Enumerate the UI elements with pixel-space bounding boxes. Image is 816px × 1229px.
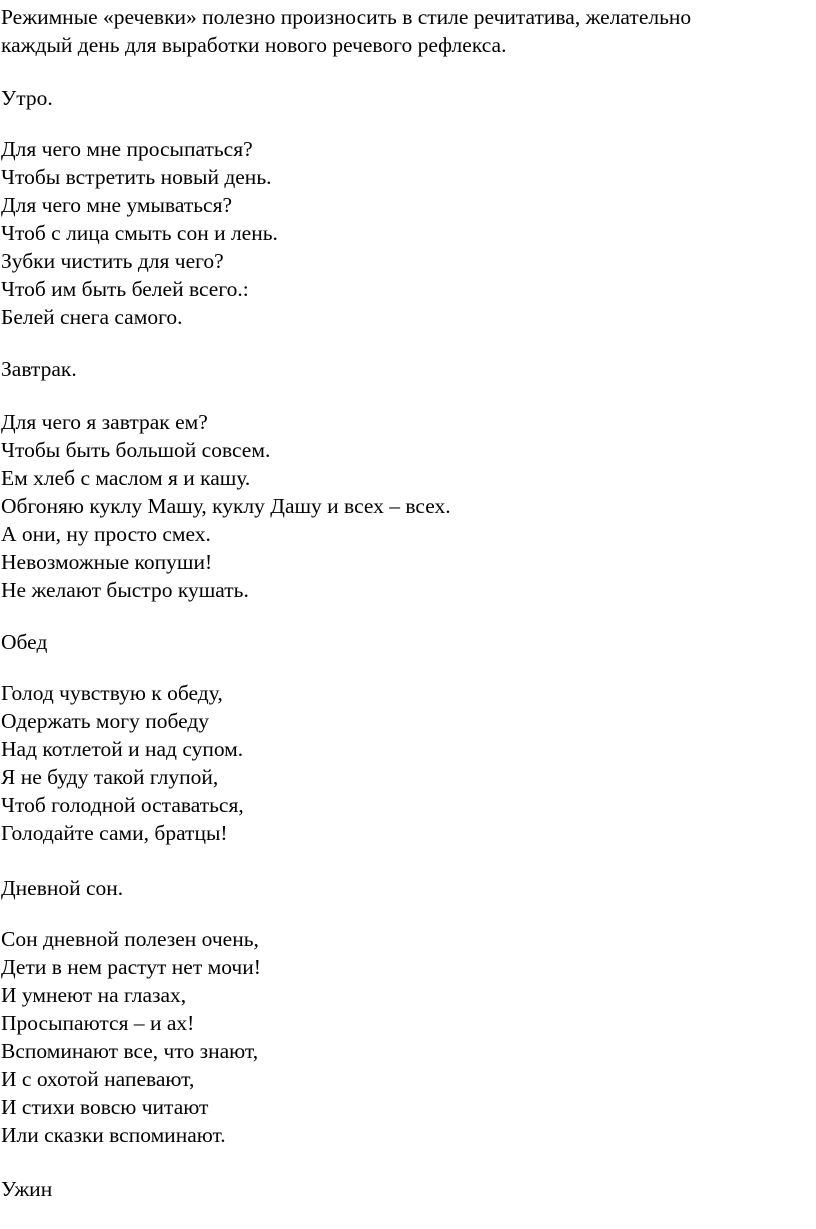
poem-line: Для чего мне умываться? [1, 193, 232, 217]
poem-line: Голод чувствую к обеду, [1, 681, 223, 705]
poem-line: Не желают быстро кушать. [1, 578, 249, 602]
poem-line: Для чего мне просыпаться? [1, 137, 253, 161]
poem-line: Вспоминают все, что знают, [1, 1039, 259, 1063]
poem-line: Белей снега самого. [1, 305, 183, 329]
poem-line: Чтоб с лица смыть сон и лень. [1, 221, 278, 245]
section-heading-lunch [1, 628, 47, 656]
section-heading-dinner [1, 1175, 52, 1203]
intro-line: каждый день для выработки нового речевого рефлекса. [1, 33, 507, 57]
poem-line: Я не буду такой глупой, [1, 765, 219, 789]
poem-line: Зубки чистить для чего? [1, 249, 224, 273]
poem-line: Для чего я завтрак ем? [1, 410, 208, 434]
poem-line: А они, ну просто смех. [1, 522, 211, 546]
poem-line: Сон дневной полезен очень, [1, 927, 259, 951]
intro-paragraph [1, 3, 691, 59]
poem-line: Голодайте сами, братцы! [1, 821, 228, 845]
poem-line: И стихи вовсю читают [1, 1095, 209, 1119]
section-heading: Обед [1, 630, 48, 654]
section-heading: Утро. [1, 86, 53, 110]
section-heading-nap [1, 874, 123, 902]
poem-line: Ем хлеб с маслом я и кашу. [1, 466, 251, 490]
section-heading: Ужин [1, 1177, 53, 1201]
poem-line: Или сказки вспоминают. [1, 1123, 226, 1147]
poem-line: И умнеют на глазах, [1, 983, 187, 1007]
poem-line: Чтобы встретить новый день. [1, 165, 272, 189]
poem-line: Просыпаются – и ах! [1, 1011, 195, 1035]
poem-line: Невозможные копуши! [1, 550, 213, 574]
poem-line: Над котлетой и над супом. [1, 737, 244, 761]
poem-line: Чтоб им быть белей всего.: [1, 277, 249, 301]
poem-line: Чтоб голодной оставаться, [1, 793, 244, 817]
poem-line: Дети в нем растут нет мочи! [1, 955, 261, 979]
section-heading: Дневной сон. [1, 876, 124, 900]
poem-line: И с охотой напевают, [1, 1067, 195, 1091]
poem-line: Обгоняю куклу Машу, куклу Дашу и всех – всех. [1, 494, 451, 518]
intro-line: Режимные «речевки» полезно произносить в стиле речитатива, желательно [1, 5, 692, 29]
poem-stanza-lunch [1, 679, 244, 847]
section-heading-morning [1, 84, 53, 112]
section-heading-breakfast [1, 355, 77, 383]
section-heading: Завтрак. [1, 357, 77, 381]
poem-line: Чтобы быть большой совсем. [1, 438, 271, 462]
poem-stanza-nap [1, 925, 261, 1149]
poem-stanza-breakfast [1, 408, 451, 604]
poem-stanza-morning [1, 135, 278, 331]
poem-line: Одержать могу победу [1, 709, 210, 733]
